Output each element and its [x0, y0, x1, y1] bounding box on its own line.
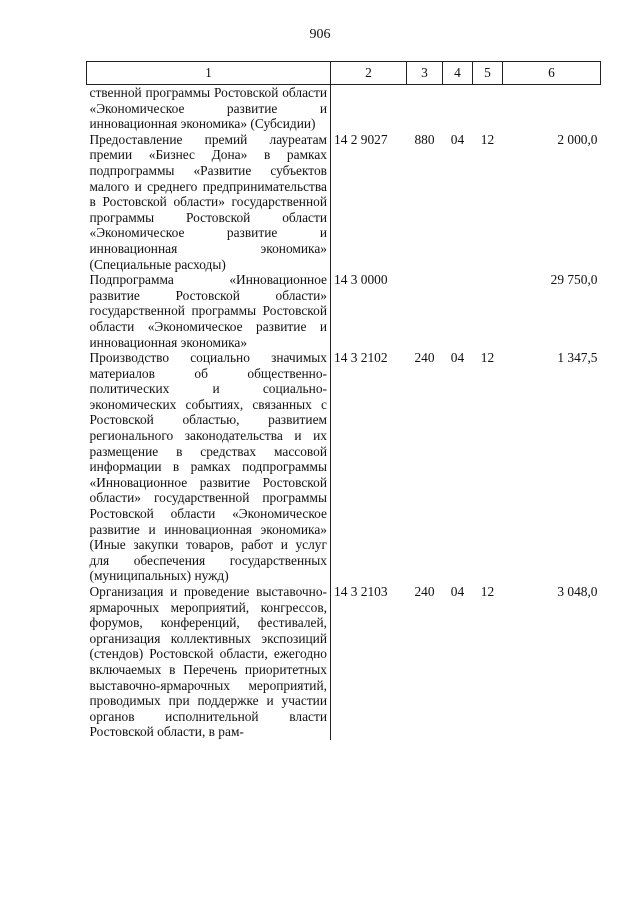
row-amount: 3 048,0 [557, 584, 598, 599]
table-header-row [87, 62, 601, 85]
row-description: ственной программы Ростовской области «Экономическое развитие и инновационная экономика» (Субсидии) [87, 85, 331, 132]
table-row [87, 272, 601, 350]
row-amount [503, 85, 601, 132]
row-description: Организация и проведение выставочно-ярмарочных мероприятий, конгрессов, форумов, конференций, фестивалей, организация коллективных экспозиций (стендов) Ростовской области, ежегодно включаемых в Перечень приоритетных выставочно-ярмарочных мероприятий, проводимых при поддержке и участии органов исполнительной власти Ростовской области, в рам- [87, 584, 331, 740]
column-header-3: 3 [407, 62, 443, 85]
row-expense-type: 240 [414, 584, 435, 599]
table-row [87, 584, 601, 740]
row-expense-type: 880 [414, 131, 435, 147]
column-header-2: 2 [331, 62, 407, 85]
row-description: Предоставление премий лауреатам премии «Бизнес Дона» в рамках подпрограммы «Развитие субъектов малого и среднего предпринимательства в Ростовской области» государственной программы Ростовской области «Экономическое развитие и инновационная экономика» (Специальные расходы) [87, 132, 331, 272]
row-subsection: 12 [480, 131, 495, 147]
table-row [87, 350, 601, 584]
row-target-code: 14 3 2103 [334, 584, 388, 599]
budget-table [86, 61, 601, 740]
column-header-6: 6 [503, 62, 601, 85]
row-target-code [331, 85, 407, 132]
row-subsection: 12 [480, 584, 495, 599]
row-section: 04 [450, 350, 465, 366]
row-expense-type [407, 272, 443, 350]
row-target-code: 14 2 9027 [334, 131, 388, 147]
row-amount: 1 347,5 [557, 350, 598, 366]
row-subsection [473, 272, 503, 350]
row-expense-type [407, 85, 443, 132]
row-description: Подпрограмма «Инновационное развитие Ростовской области» государственной программы Ростовской области «Экономическое развитие и инновационная экономика» [87, 272, 331, 350]
row-target-code: 14 3 2102 [334, 350, 388, 366]
row-subsection [473, 85, 503, 132]
row-subsection: 12 [480, 350, 495, 366]
column-header-5: 5 [473, 62, 503, 85]
table-row [87, 85, 601, 132]
row-section: 04 [450, 584, 465, 599]
column-header-4: 4 [443, 62, 473, 85]
column-header-1: 1 [87, 62, 331, 85]
row-expense-type: 240 [414, 350, 435, 366]
row-amount: 29 750,0 [550, 272, 598, 288]
row-description: Производство социально значимых материалов об общественно-политических и социально-экономических событиях, связанных с Ростовской областью, развитием регионального законодательства и их размещение в средствах массовой информации в рамках подпрограммы «Инновационное развитие Ростовской области» государственной программы Ростовской области «Экономическое развитие и инновационная экономика» (Иные закупки товаров, работ и услуг для обеспечения государственных (муниципальных) нужд) [87, 350, 331, 584]
row-section: 04 [450, 131, 465, 147]
row-section [443, 85, 473, 132]
table-row [87, 132, 601, 272]
row-target-code: 14 3 0000 [334, 272, 388, 288]
row-section [443, 272, 473, 350]
page-number: 906 [309, 27, 331, 42]
row-amount: 2 000,0 [557, 131, 598, 147]
